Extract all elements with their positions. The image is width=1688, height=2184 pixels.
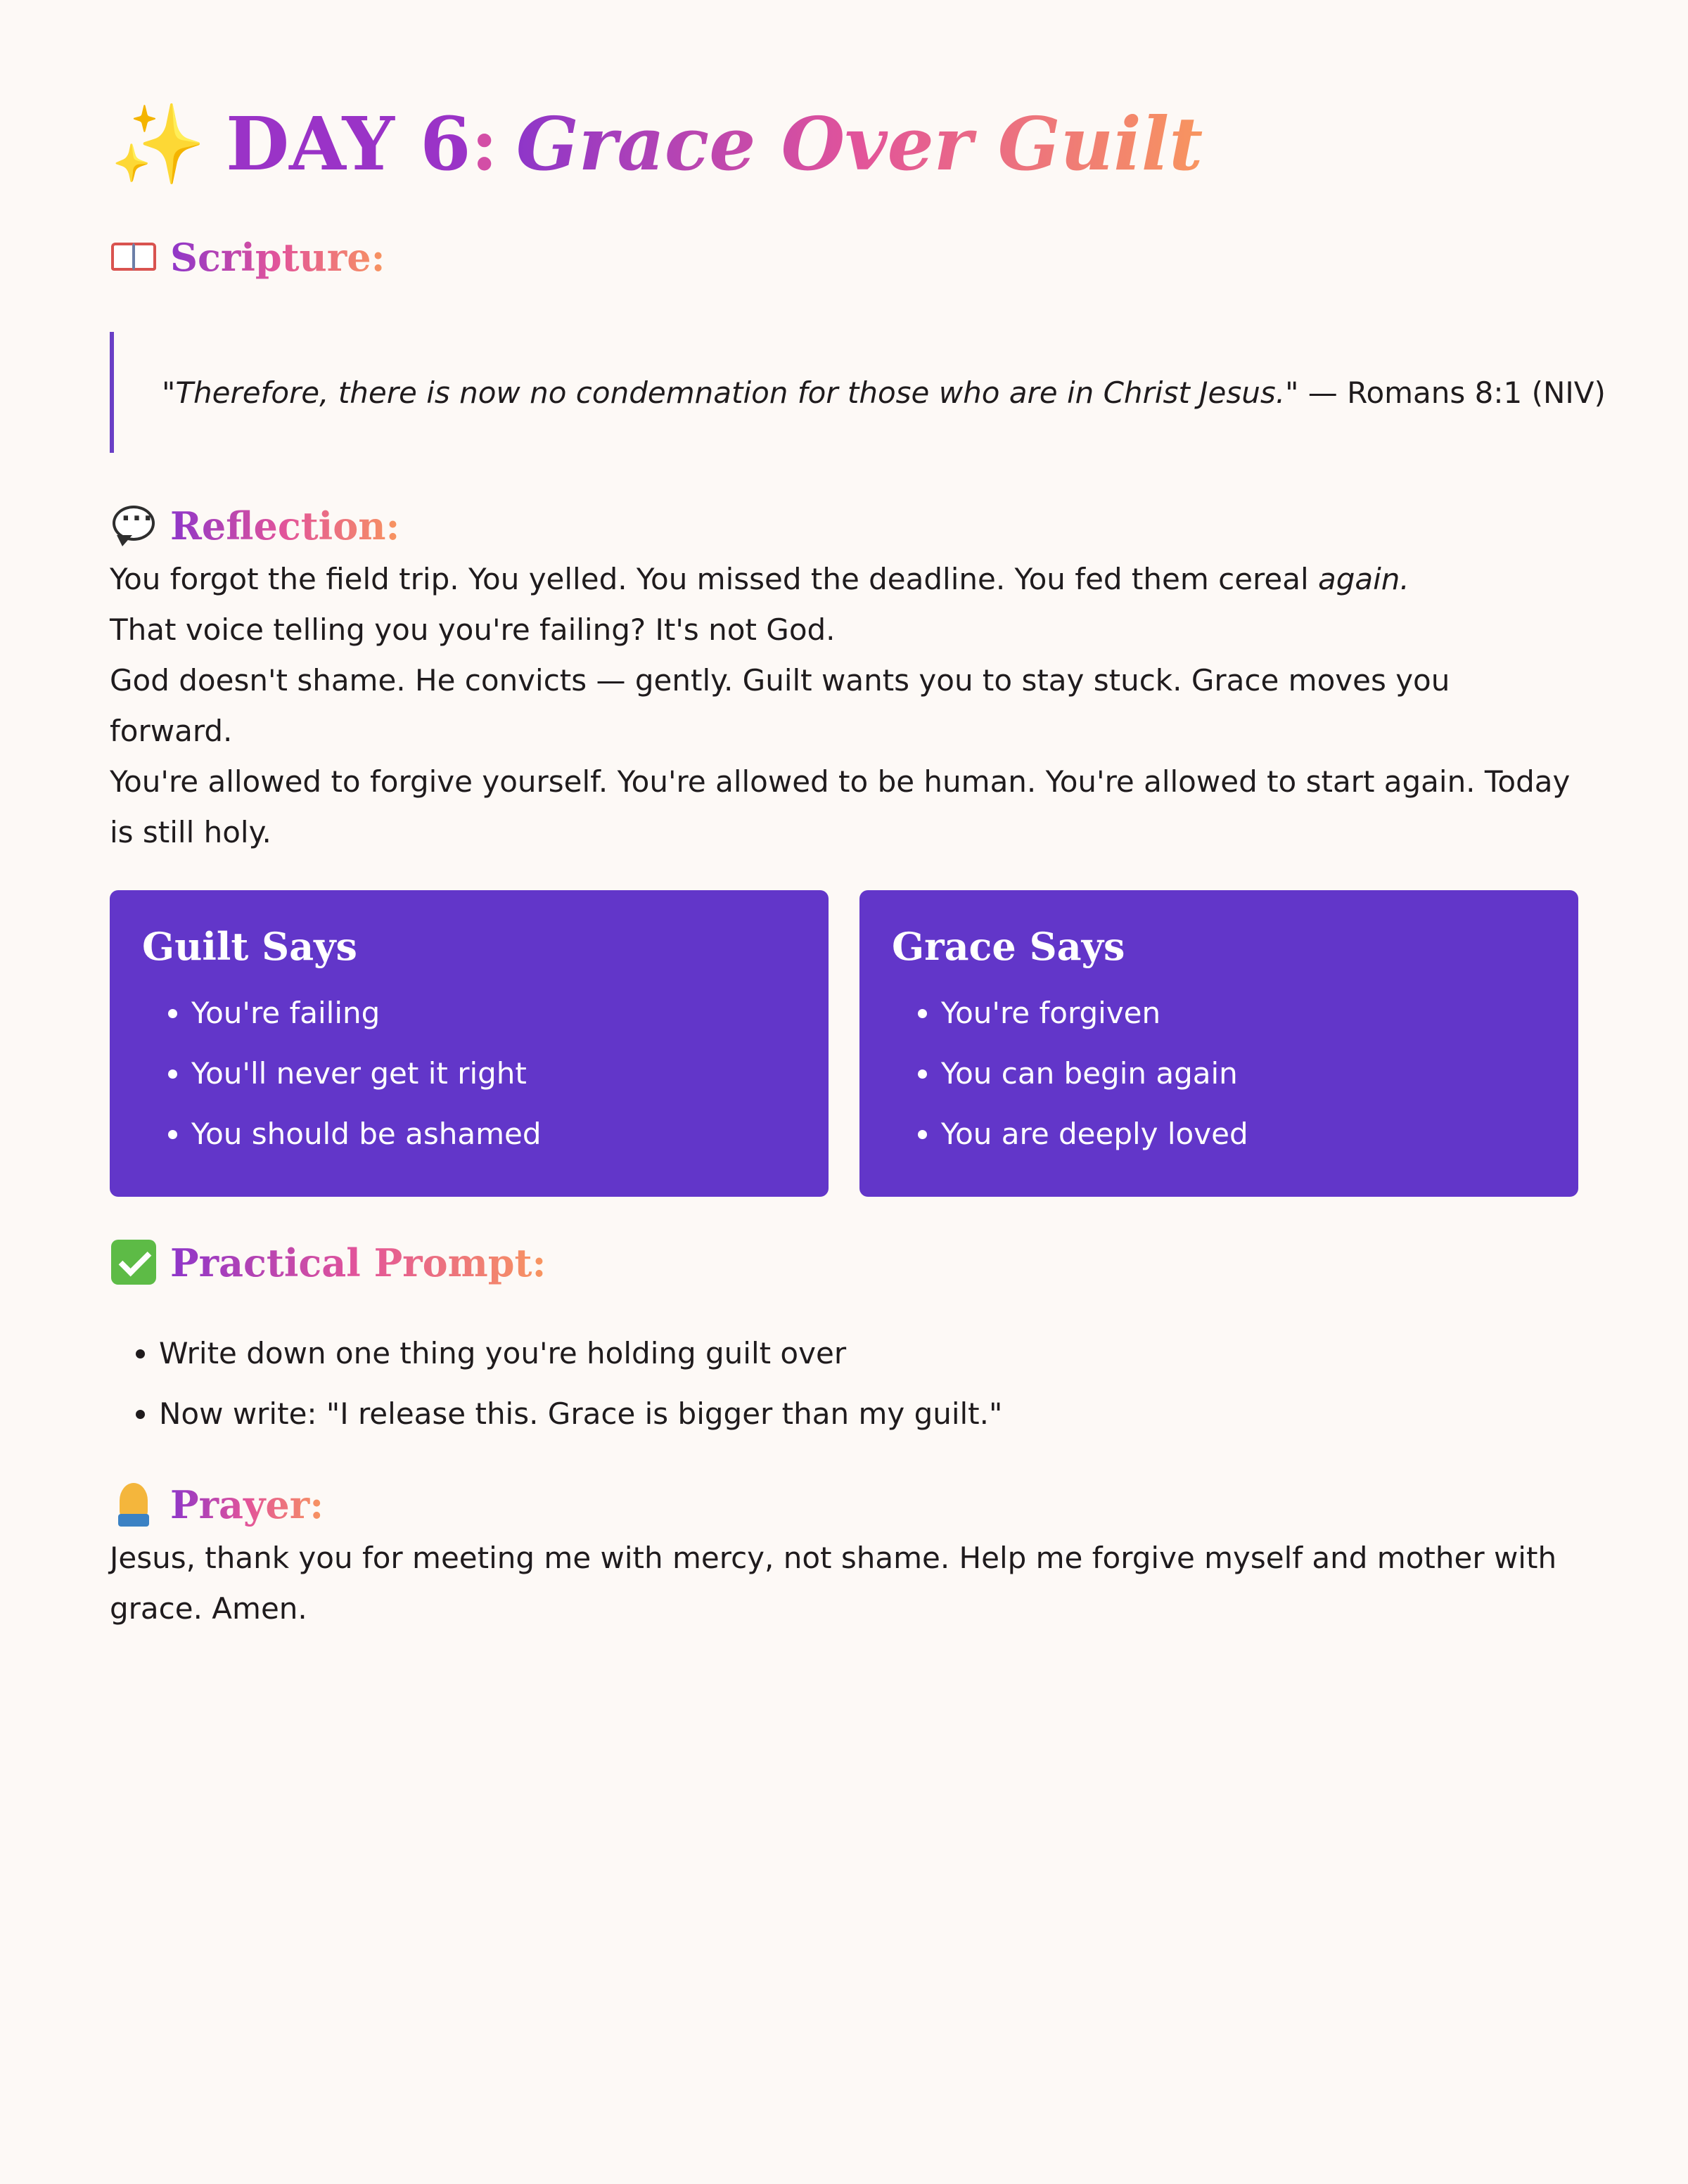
- prayer-heading-text: Prayer:: [170, 1482, 324, 1527]
- reflection-paragraph-4: You're allowed to forgive yourself. You're allowed to be human. You're allowed to start again. Today is still holy.: [110, 764, 1571, 849]
- title-colon: :: [471, 101, 498, 187]
- reflection-heading-text: Reflection:: [170, 503, 400, 548]
- guilt-says-heading: Guilt Says: [142, 924, 357, 969]
- guilt-says-card: [110, 890, 829, 1197]
- scripture-verse: "Therefore, there is now no condemnation for those who are in Christ Jesus.": [162, 375, 1299, 410]
- grace-says-heading: Grace Says: [892, 924, 1125, 969]
- practical-prompt-heading-text: Practical Prompt:: [170, 1240, 546, 1285]
- practical-prompt-item: • Write down one thing you're holding guilt over: [159, 1323, 1578, 1384]
- page-title: [110, 91, 1578, 197]
- reflection-paragraph-3: God doesn't shame. He convicts — gently. Guilt wants you to stay stuck. Grace moves you forward.: [110, 663, 1450, 748]
- guilt-says-item: • You should be ashamed: [191, 1104, 796, 1164]
- scripture-reference: — Romans 8:1 (NIV): [1298, 375, 1606, 410]
- guilt-says-list: [142, 983, 796, 1164]
- scripture-heading-text: Scripture:: [170, 235, 385, 280]
- guilt-grace-comparison: [110, 890, 1578, 1197]
- practical-prompt-list: [110, 1323, 1578, 1444]
- prayer-heading: [110, 1477, 1578, 1533]
- reflection-heading: [110, 498, 1578, 554]
- grace-says-card: [859, 890, 1578, 1197]
- sparkles-icon: ✨: [110, 99, 206, 189]
- practical-prompt-item: • Now write: "I release this. Grace is bigger than my guilt.": [159, 1384, 1578, 1444]
- grace-says-item: • You can begin again: [941, 1043, 1546, 1104]
- praying-hands-icon: [110, 1480, 159, 1529]
- practical-prompt-heading: [110, 1235, 1578, 1291]
- prayer-text: Jesus, thank you for meeting me with mercy, not shame. Help me forgive myself and mother with grace. Amen.: [110, 1541, 1557, 1626]
- speech-bubble-icon: [110, 501, 159, 551]
- scripture-quote: [110, 332, 1606, 453]
- day-label: DAY 6: [225, 101, 471, 187]
- title-subtitle: Grace Over Guilt: [516, 101, 1203, 187]
- grace-says-list: [892, 983, 1546, 1164]
- open-book-icon: [110, 233, 159, 282]
- reflection-paragraph-1-text: You forgot the field trip. You yelled. You missed the deadline. You fed them cereal: [110, 562, 1318, 596]
- guilt-says-item: • You're failing: [191, 983, 796, 1043]
- grace-says-item: • You are deeply loved: [941, 1104, 1546, 1164]
- reflection-paragraph-1: [110, 554, 1578, 605]
- reflection-emphasis: again.: [1317, 562, 1409, 596]
- grace-says-item: • You're forgiven: [941, 983, 1546, 1043]
- scripture-heading: [110, 229, 1578, 285]
- reflection-paragraph-2: That voice telling you you're failing? It's not God.: [110, 612, 836, 647]
- guilt-says-item: • You'll never get it right: [191, 1043, 796, 1104]
- check-mark-button-icon: [110, 1238, 159, 1287]
